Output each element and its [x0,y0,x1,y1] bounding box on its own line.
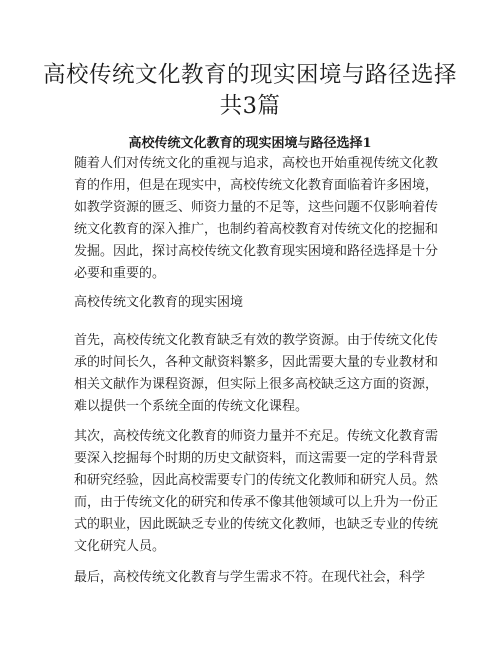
paragraph-last: 最后，高校传统文化教育与学生需求不符。在现代社会，科学 [74,570,426,585]
paragraph-intro: 随着人们对传统文化的重视与追求，高校也开始重视传统文化教育的作用，但是在现实中，高校传统文化教育面临着许多困境，如教学资源的匮乏、师资力量的不足等，这些问题不仅影响着传统文化教育的深入推广，也制约着高校教育对传统文化的挖掘和发掘。因此，探讨高校传统文化教育现实困境和路径选择是十分必要和重要的。 [74,156,439,281]
document-title: 高校传统文化教育的现实困境与路径选择共3篇 [42,62,457,119]
paragraph-second: 其次，高校传统文化教育的师资力量并不充足。传统文化教育需要深入挖掘每个时期的历史文献资料，而这需要一定的学科背景和研究经验，因此高校需要专门的传统文化教师和研究人员。然而，由于传统文化的研究和传承不像其他领域可以上升为一份正式的职业，因此既缺乏专业的传统文化教师，也缺乏专业的传统文化研究人员。 [74,429,439,554]
section-title: 高校传统文化教育的现实困境与路径选择1 [128,136,372,151]
subheading-dilemma: 高校传统文化教育的现实困境 [74,295,244,310]
paragraph-first: 首先，高校传统文化教育缺乏有效的教学资源。由于传统文化传承的时间长久，各种文献资料繁多，因此需要大量的专业教材和相关文献作为课程资源，但实际上很多高校缺乏这方面的资源，难以提供一个系统全面的传统文化课程。 [74,333,439,414]
